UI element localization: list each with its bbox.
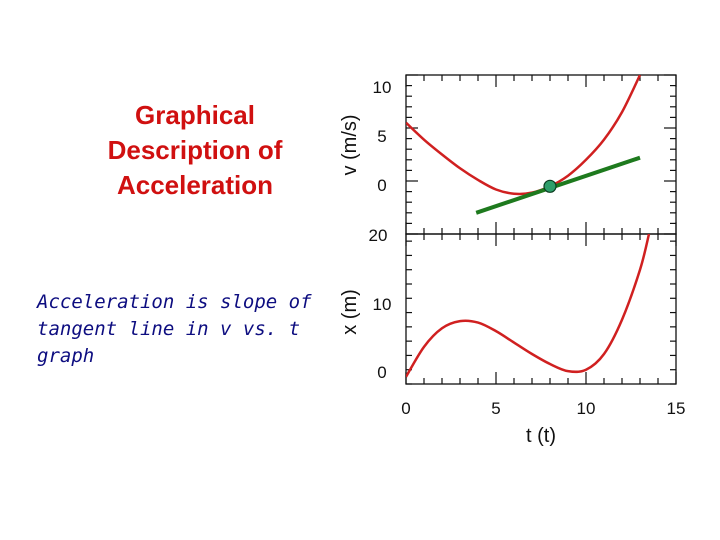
y-tick-label-v: 0: [377, 176, 387, 195]
title-line: Graphical: [135, 100, 255, 130]
title-line: Description of: [107, 135, 283, 165]
y-tick-label-x: 20: [368, 226, 388, 245]
x-tick-label: 10: [576, 399, 596, 418]
note-line: graph: [37, 345, 95, 367]
tangent-line: [476, 158, 640, 213]
y-tick-label-v: 5: [377, 127, 387, 146]
y-axis-label-v: v (m/s): [339, 114, 361, 176]
note-line: Acceleration is slope of: [37, 291, 312, 313]
y-axis-label-x: x (m): [339, 289, 361, 335]
velocity-curve: [406, 75, 640, 194]
velocity-panel: [406, 75, 676, 234]
plot-frame: [406, 234, 676, 384]
x-tick-label: 0: [401, 399, 411, 418]
title-line: Acceleration: [116, 170, 274, 200]
note-line: tangent line in v vs. t: [37, 318, 301, 340]
position-curve: [406, 234, 649, 377]
tangent-point: [544, 180, 556, 192]
y-tick-label-v: 10: [372, 78, 392, 97]
position-panel: [406, 234, 676, 384]
plot-frame: [406, 75, 676, 234]
x-tick-label: 15: [666, 399, 686, 418]
y-tick-label-x: 0: [377, 363, 387, 382]
y-tick-label-x: 10: [372, 295, 392, 314]
x-tick-label: 5: [491, 399, 501, 418]
x-axis-label: t (t): [526, 425, 556, 447]
